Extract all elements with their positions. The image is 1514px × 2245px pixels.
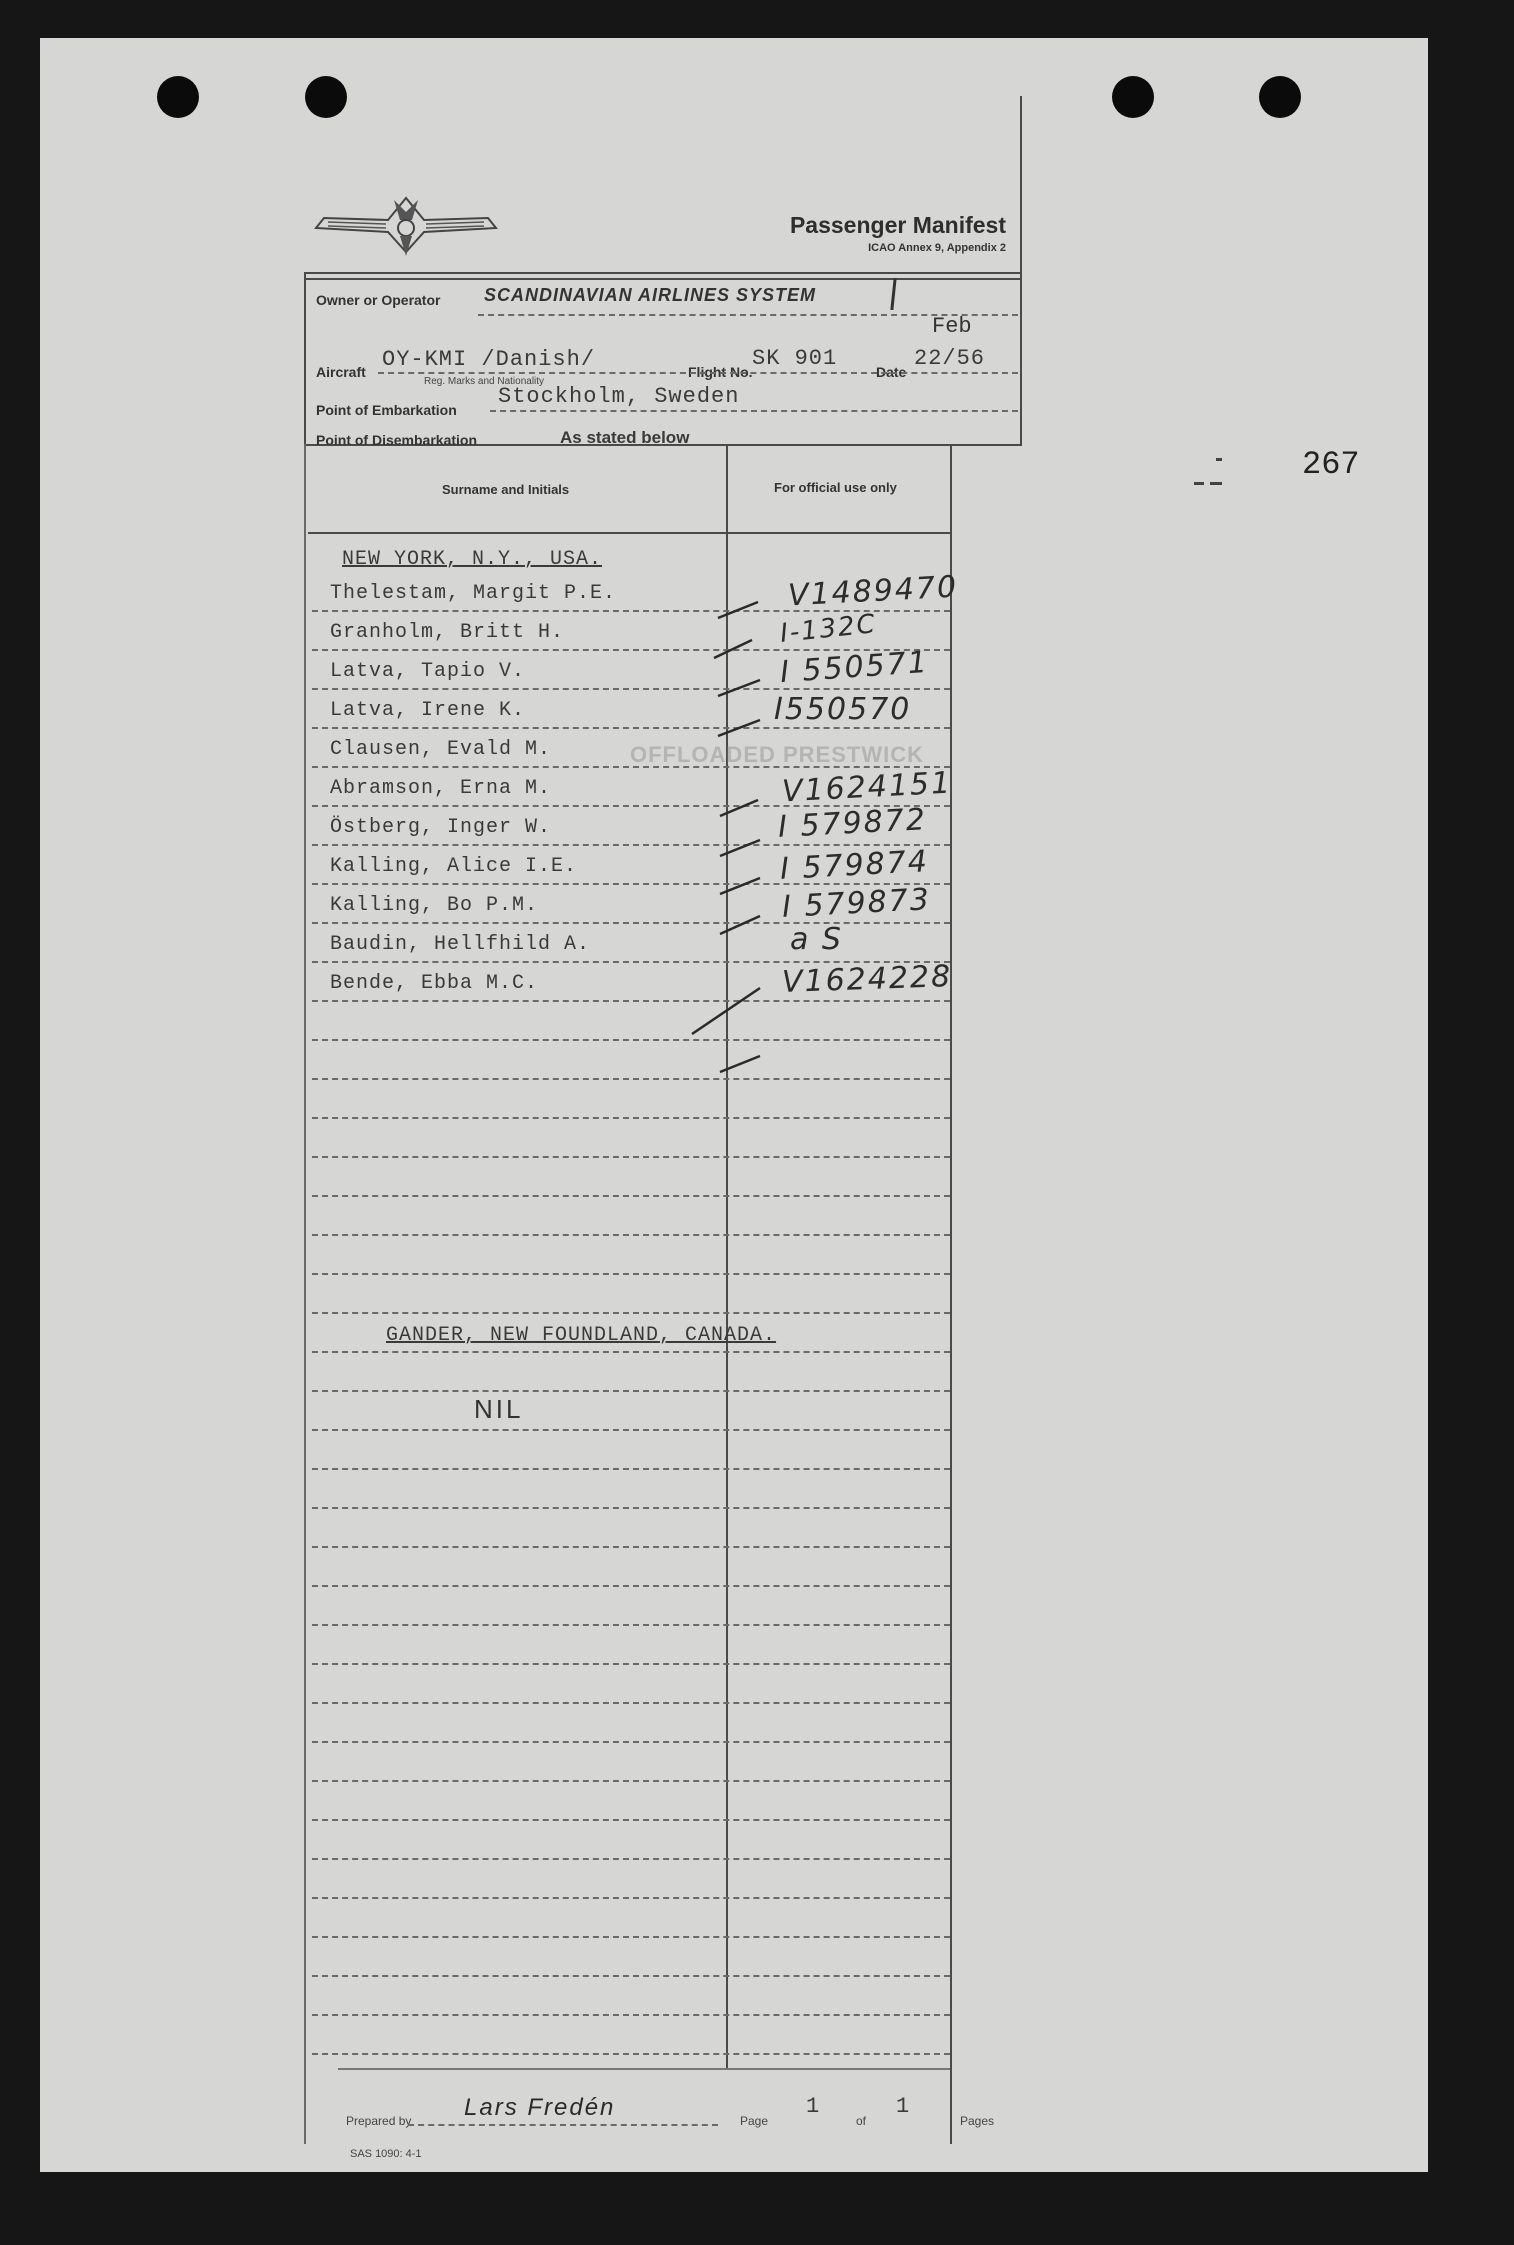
row-line <box>312 1819 950 1821</box>
flight-value: SK 901 <box>752 346 838 371</box>
row-line <box>312 1858 950 1860</box>
aircraft-label: Aircraft <box>316 364 366 380</box>
row-line <box>312 1273 950 1275</box>
flight-label: Flight No. <box>688 364 753 380</box>
airline-logo-icon <box>308 190 504 260</box>
section-heading-gander: GANDER, NEW FOUNDLAND, CANADA. <box>386 1324 777 1347</box>
date-label: Date <box>876 364 907 380</box>
row-line <box>312 1624 950 1626</box>
row-line <box>312 2014 950 2016</box>
owner-label: Owner or Operator <box>316 292 441 308</box>
passenger-name: Abramson, Erna M. <box>330 777 552 800</box>
aircraft-underline <box>378 372 1018 374</box>
punch-hole <box>1259 76 1301 118</box>
passenger-name: Latva, Irene K. <box>330 699 526 722</box>
column-header-name: Surname and Initials <box>442 482 570 497</box>
disembarkation-label: Point of Disembarkation <box>316 432 478 448</box>
header-box-border <box>1020 96 1022 446</box>
passenger-name: Baudin, Hellfhild A. <box>330 933 591 956</box>
row-line <box>312 1390 950 1392</box>
row-line <box>312 1741 950 1743</box>
nil-note: NIL <box>474 1394 524 1424</box>
offloaded-stamp: OFFLOADED PRESTWICK <box>630 742 924 767</box>
passenger-name: Thelestam, Margit P.E. <box>330 582 617 605</box>
of-value: 1 <box>896 2094 911 2119</box>
row-line <box>312 1468 950 1470</box>
row-line <box>312 1585 950 1587</box>
passenger-name: Clausen, Evald M. <box>330 738 552 761</box>
owner-value: SCANDINAVIAN AIRLINES SYSTEM <box>484 285 817 305</box>
official-entry: I 550571 <box>778 644 930 691</box>
passenger-name: Bende, Ebba M.C. <box>330 972 539 995</box>
column-right-border <box>950 444 952 2144</box>
official-entry: I-132C <box>778 609 879 649</box>
official-entry: I 579873 <box>781 882 932 925</box>
passenger-name: Kalling, Bo P.M. <box>330 894 539 917</box>
date-month: Feb <box>932 314 972 339</box>
header-box-border <box>304 272 306 446</box>
prepared-by-label: Prepared by <box>346 2114 412 2128</box>
check-marks <box>468 560 768 1080</box>
official-entry: V1489470 <box>787 569 959 614</box>
official-entry: I550570 <box>774 692 912 727</box>
row-line <box>312 2053 950 2055</box>
official-entry: V1624228 <box>781 959 953 1000</box>
row-line <box>312 1195 950 1197</box>
page-value: 1 <box>806 2094 821 2119</box>
form-code: SAS 1090: 4-1 <box>350 2148 422 2160</box>
owner-tick-mark <box>890 278 896 310</box>
row-line <box>312 1975 950 1977</box>
row-line <box>312 1936 950 1938</box>
embarkation-underline <box>490 410 1018 412</box>
row-line <box>312 1117 950 1119</box>
row-line <box>312 1702 950 1704</box>
header-box-border <box>304 272 1022 274</box>
punch-hole <box>157 76 199 118</box>
header-box-border <box>304 278 1022 280</box>
row-line <box>312 1351 950 1353</box>
page-number: 267 <box>1302 446 1360 483</box>
page-label: Page <box>740 2114 769 2128</box>
row-line <box>312 1897 950 1899</box>
row-line <box>312 1780 950 1782</box>
column-header-rule <box>308 532 950 534</box>
column-header-official: For official use only <box>774 480 897 495</box>
official-entry: a S <box>790 922 843 957</box>
passenger-name: Kalling, Alice I.E. <box>330 855 578 878</box>
table-left-border <box>304 444 306 2144</box>
punch-hole <box>1112 76 1154 118</box>
row-line <box>312 1507 950 1509</box>
pages-label: Pages <box>960 2114 995 2128</box>
passenger-name: Latva, Tapio V. <box>330 660 526 683</box>
margin-marks <box>1194 448 1234 488</box>
embarkation-value: Stockholm, Sweden <box>498 384 740 409</box>
row-line <box>312 1429 950 1431</box>
embarkation-label: Point of Embarkation <box>316 402 457 418</box>
manifest-form <box>268 80 1028 2160</box>
row-line <box>312 1312 950 1314</box>
of-label: of <box>856 2114 867 2128</box>
prepared-by-underline <box>408 2124 718 2126</box>
date-value: 22/56 <box>914 346 986 371</box>
official-entry: I 579874 <box>779 844 930 887</box>
aircraft-sub-label: Reg. Marks and Nationality <box>424 376 545 387</box>
row-line <box>312 1663 950 1665</box>
official-entry: I 579872 <box>777 802 928 845</box>
passenger-name: Granholm, Britt H. <box>330 621 565 644</box>
manifest-subtitle: ICAO Annex 9, Appendix 2 <box>868 242 1006 254</box>
passenger-name: Östberg, Inger W. <box>330 816 552 839</box>
row-line <box>312 1546 950 1548</box>
disembarkation-value: As stated below <box>560 428 690 447</box>
official-entry: V1624151 <box>781 765 953 810</box>
section-heading-new-york: NEW YORK, N.Y., USA. <box>342 548 603 571</box>
prepared-by-signature: Lars Fredén <box>464 2094 616 2121</box>
footer-rule <box>338 2068 950 2070</box>
row-line <box>312 1156 950 1158</box>
manifest-title: Passenger Manifest <box>789 212 1006 238</box>
aircraft-value: OY-KMI /Danish/ <box>382 347 596 372</box>
row-line <box>312 1234 950 1236</box>
